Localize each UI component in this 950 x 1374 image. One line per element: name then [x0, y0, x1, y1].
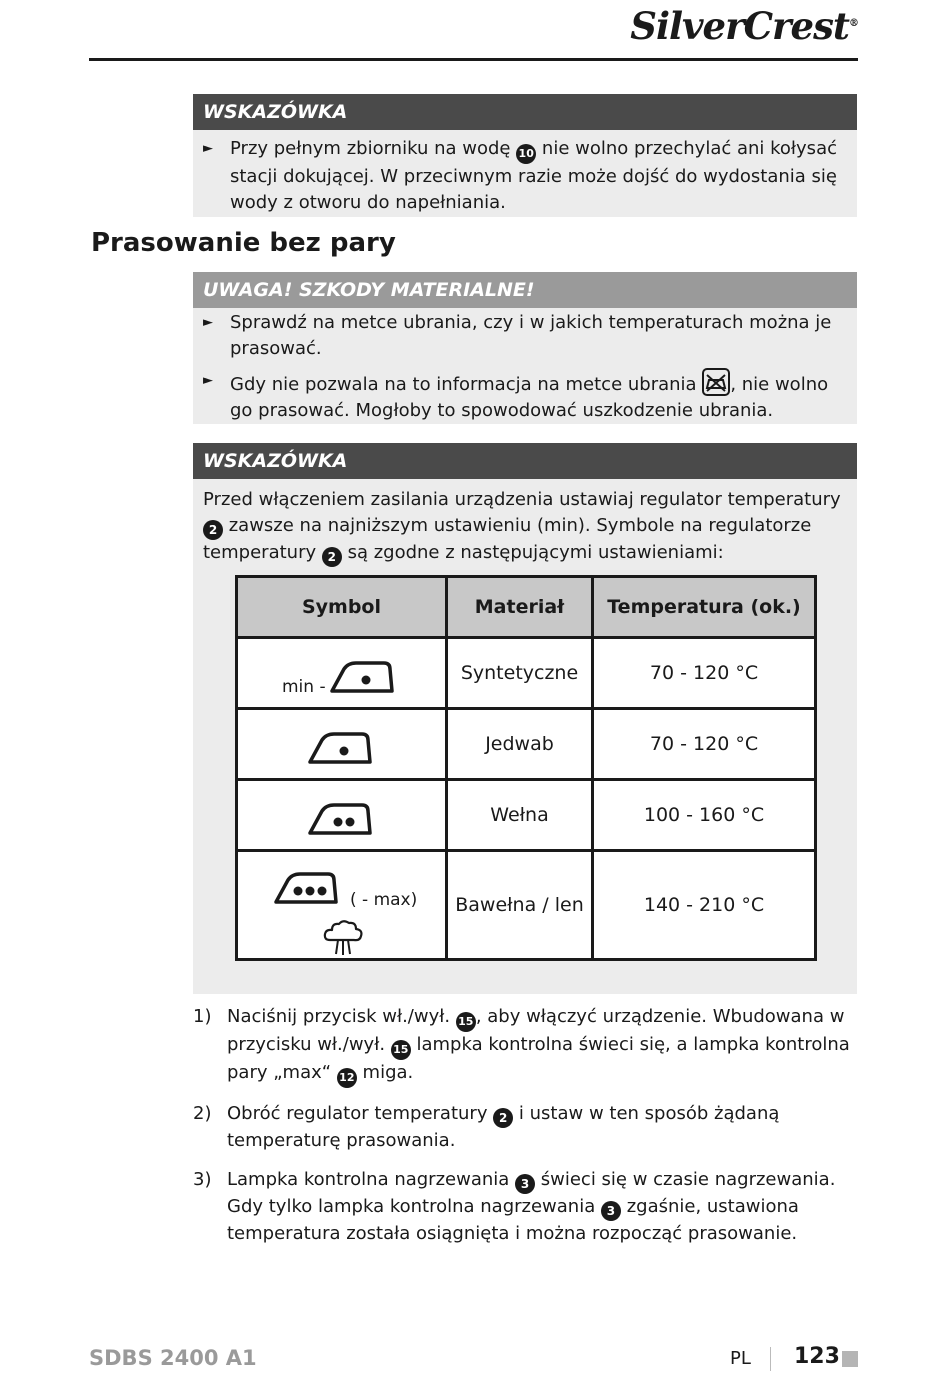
- iron-one-dot-icon: [326, 647, 398, 699]
- caution-box: [193, 272, 857, 424]
- footer-model: SDBS 2400 A1: [89, 1346, 257, 1370]
- note-title-2: WSKAZÓWKA: [193, 443, 857, 479]
- step-number: 2): [193, 1103, 212, 1124]
- caution-title: UWAGA! SZKODY MATERIALNE!: [193, 272, 857, 308]
- iron-three-dots-icon: [270, 858, 342, 910]
- table-header-row: [237, 577, 816, 638]
- note-box-1: [193, 94, 857, 217]
- section-title: Prasowanie bez pary: [91, 228, 396, 258]
- part-number-badge: 12: [337, 1068, 357, 1088]
- note-bullet-1: ► Przy pełnym zbiorniku na wodę 10 nie wolno przechylać ani kołysać stacji dokującej. W przeciwnym razie może dojść do wydostania się wody z otworu do napełniania.: [203, 138, 838, 213]
- page-number: 123: [794, 1344, 840, 1369]
- caution-bullet-2: ► Gdy nie pozwala na to informacja na metce ubrania , nie wolno go prasować. Mogłoby to spowodować uszkodzenie ubrania.: [193, 368, 857, 424]
- min-label: min -: [282, 677, 326, 697]
- part-number-badge: 2: [203, 520, 223, 540]
- symbol-cell: [237, 780, 447, 851]
- bullet-arrow-icon: ►: [203, 141, 213, 156]
- registered-mark: ®: [849, 18, 858, 29]
- caution-bullet-1: ► Sprawdź na metce ubrania, czy i w jakich temperaturach można je prasować.: [203, 312, 832, 359]
- iron-one-dot-icon: [304, 718, 376, 770]
- symbol-cell: [237, 709, 447, 780]
- note-box-2: [193, 443, 857, 994]
- material-cell: Jedwab: [447, 709, 593, 780]
- max-label: ( - max): [350, 890, 418, 910]
- iron-two-dots-icon: [304, 789, 376, 841]
- step-item: 2) Obróć regulator temperatury 2 i ustaw w ten sposób żądaną temperaturę prasowania.: [193, 1103, 780, 1151]
- table-row: [237, 709, 816, 780]
- brand-logo: [630, 4, 858, 48]
- part-number-badge: 2: [493, 1108, 513, 1128]
- header-material: Materiał: [447, 577, 593, 638]
- symbol-cell: [237, 851, 447, 960]
- temperature-cell: 70 - 120 °C: [593, 638, 816, 709]
- note-intro: Przed włączeniem zasilania urządzenia ustawiaj regulator temperatury 2 zawsze na najniższym ustawieniu (min). Symbole na regulatorze temperatury 2 są zgodne z następującymi ustawieniami:: [193, 479, 857, 567]
- step-number: 1): [193, 1006, 212, 1027]
- table-row: [237, 638, 816, 709]
- brand-logo-text: SilverCrest: [630, 4, 849, 48]
- table-row: [237, 780, 816, 851]
- temperature-cell: 100 - 160 °C: [593, 780, 816, 851]
- footer-separator: [770, 1347, 771, 1371]
- header-temperature: Temperatura (ok.): [593, 577, 816, 638]
- note-title-1: WSKAZÓWKA: [193, 94, 857, 130]
- material-cell: Syntetyczne: [447, 638, 593, 709]
- temperature-cell: 140 - 210 °C: [593, 851, 816, 960]
- instruction-steps: [193, 1004, 853, 1260]
- step-item: 1) Naciśnij przycisk wł./wył. 15 , aby włączyć urządzenie. Wbudowana w przycisku wł./wył. 15 lampka kontrolna świeci się, a lampka kontrolna pary „max“ 12 miga.: [193, 1004, 853, 1088]
- part-number-badge: 10: [516, 144, 536, 164]
- temperature-cell: 70 - 120 °C: [593, 709, 816, 780]
- symbol-cell: [237, 638, 447, 709]
- header-symbol: Symbol: [237, 577, 447, 638]
- part-number-badge: 3: [601, 1201, 621, 1221]
- steam-icon: [320, 918, 366, 958]
- bullet-arrow-icon: ►: [203, 315, 213, 330]
- step-number: 3): [193, 1169, 212, 1190]
- part-number-badge: 2: [322, 547, 342, 567]
- bullet-arrow-icon: ►: [203, 373, 213, 388]
- part-number-badge: 15: [391, 1040, 411, 1060]
- part-number-badge: 15: [456, 1012, 476, 1032]
- step-item: 3) Lampka kontrolna nagrzewania 3 świeci się w czasie nagrzewania. Gdy tylko lampka kontrolna nagrzewania 3 zgaśnie, ustawiona temperatura została osiągnięta i można rozpocząć prasowanie.: [193, 1169, 836, 1244]
- footer-language: PL: [730, 1348, 751, 1369]
- no-iron-icon: [702, 368, 730, 396]
- footer-square-marker: [842, 1351, 858, 1367]
- table-row: [237, 851, 816, 960]
- material-cell: Wełna: [447, 780, 593, 851]
- header-rule: [89, 58, 858, 61]
- temperature-table: [235, 575, 817, 961]
- material-cell: Bawełna / len: [447, 851, 593, 960]
- part-number-badge: 3: [515, 1174, 535, 1194]
